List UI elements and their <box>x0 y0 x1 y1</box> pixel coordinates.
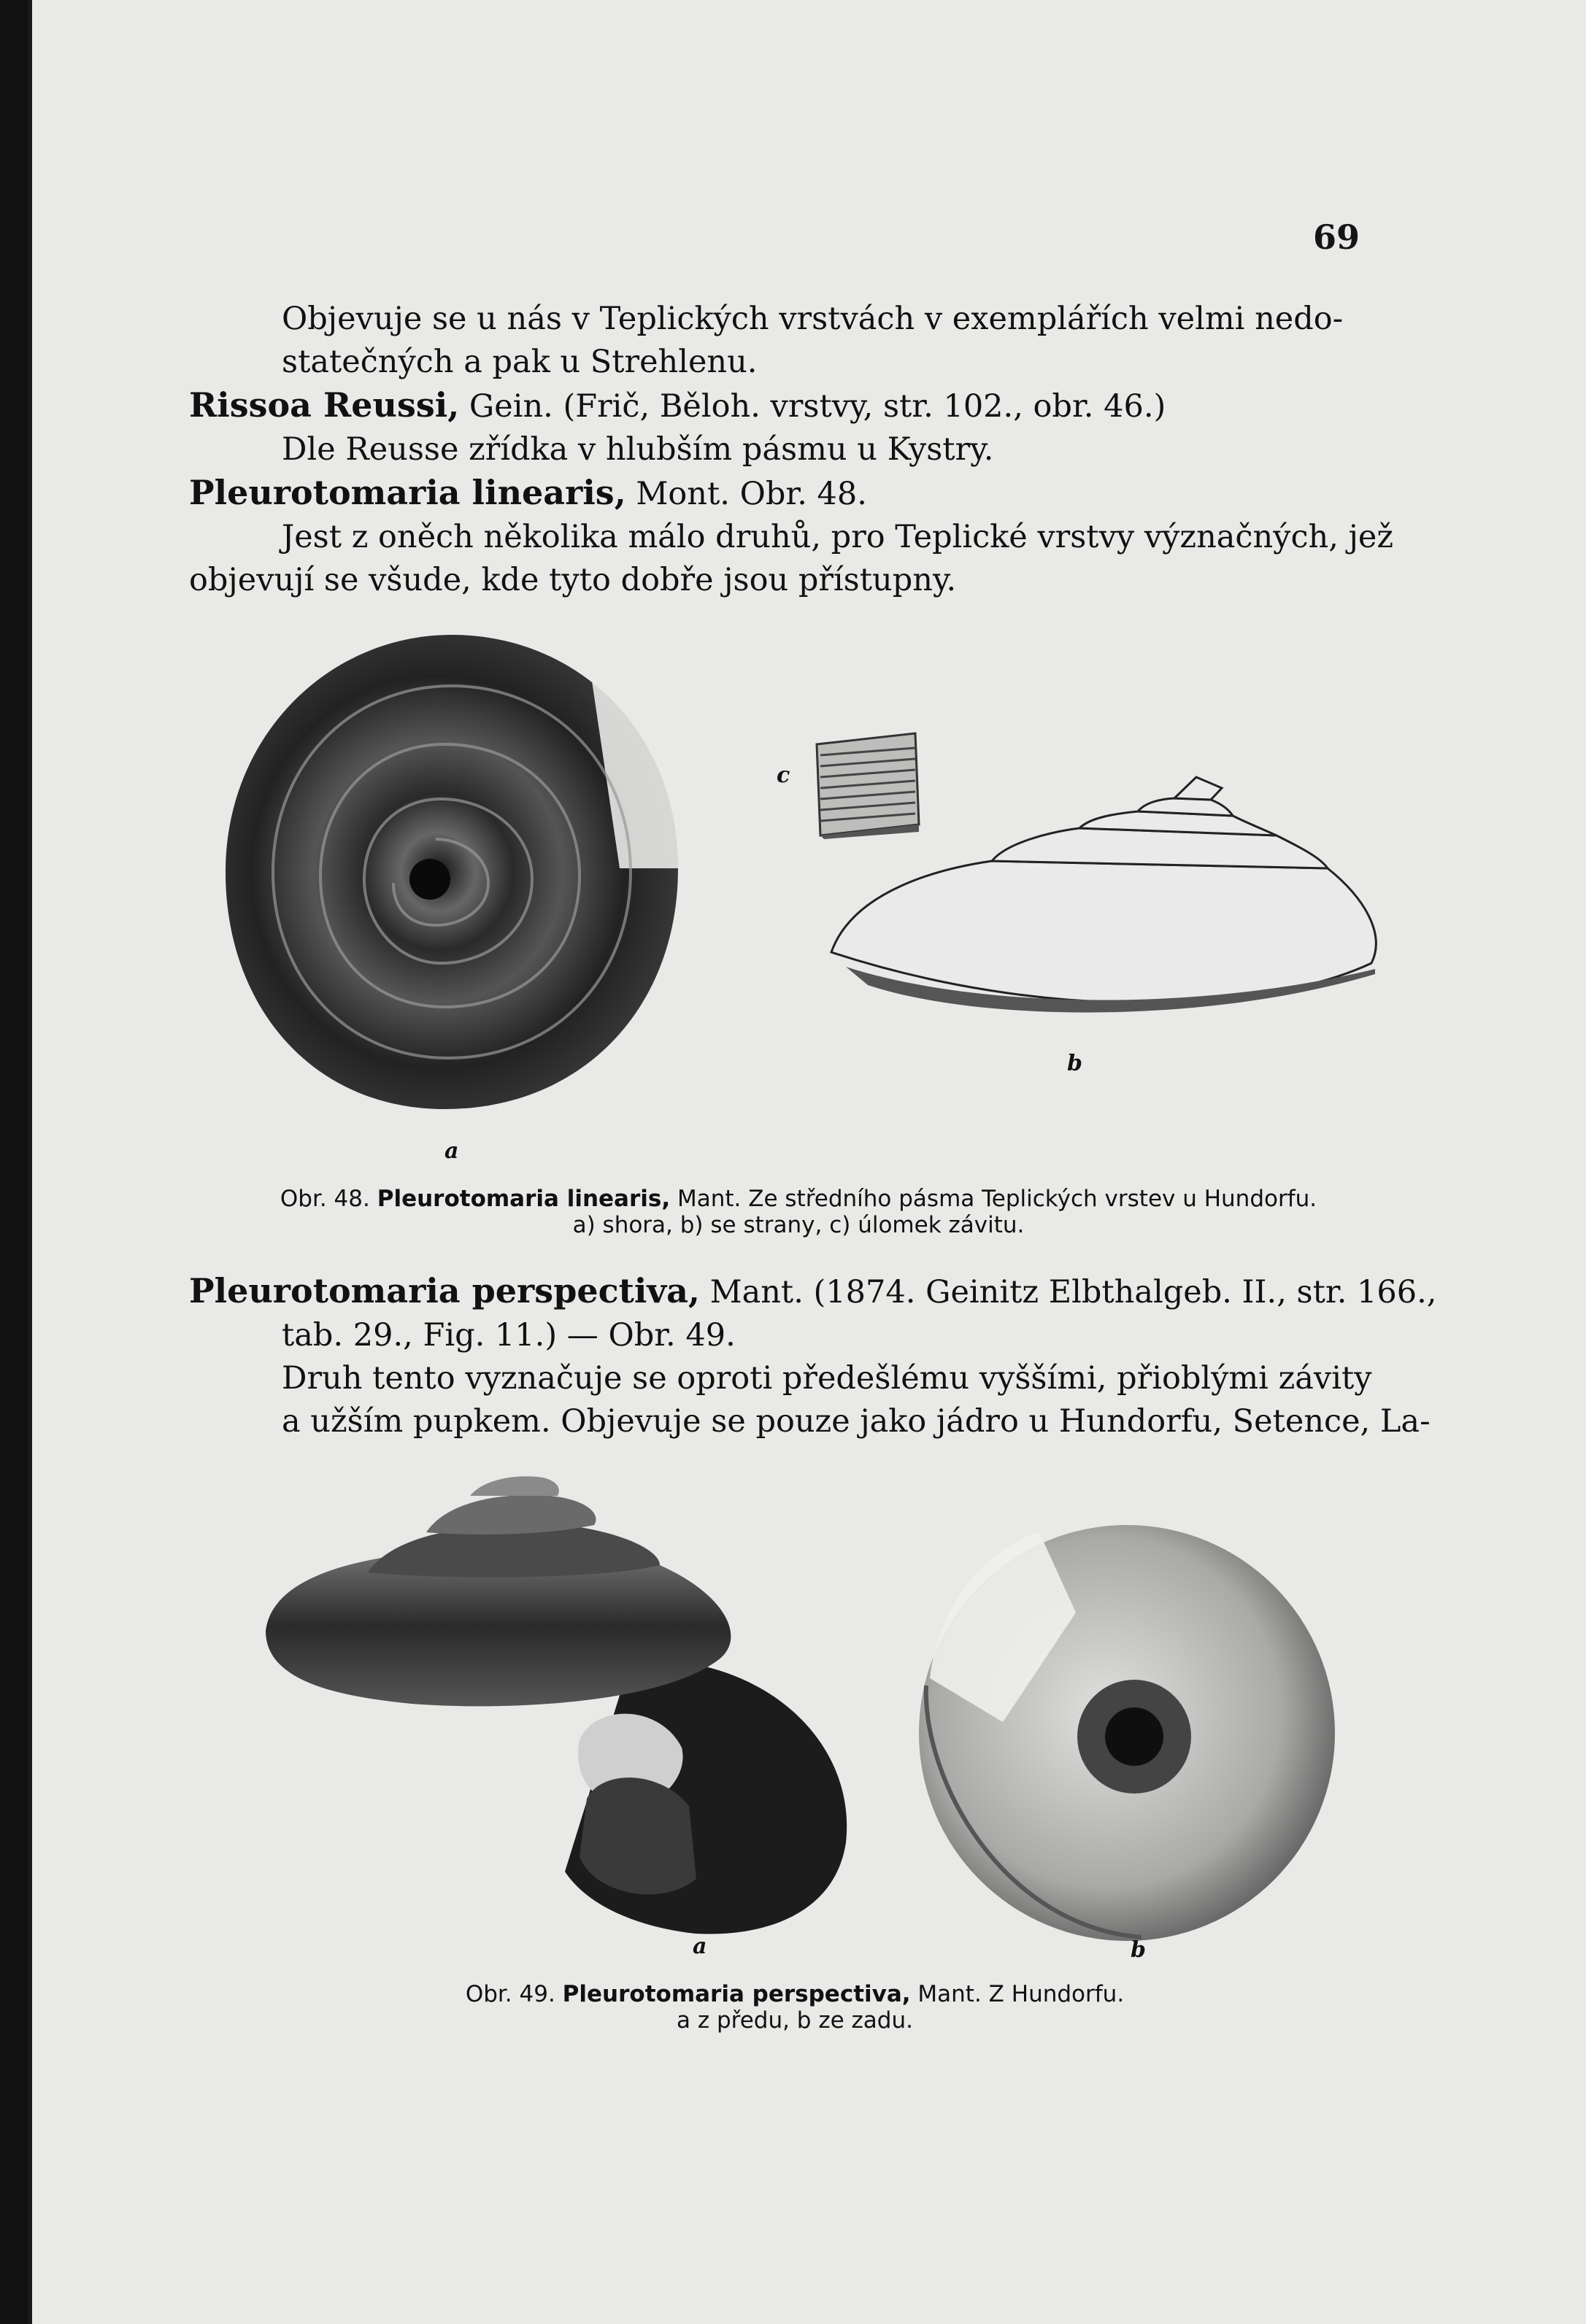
caption-line: a) shora, b) se strany, c) úlomek závitu. <box>572 1212 1025 1238</box>
caption-species: Pleurotomaria linearis, <box>377 1186 671 1212</box>
book-page <box>28 0 1586 2324</box>
figure-49-label-a: a <box>693 1934 707 1959</box>
text-line: tab. 29., Fig. 11.) — Obr. 49. <box>282 1317 736 1354</box>
species-name: Pleurotomaria perspectiva, <box>189 1271 700 1310</box>
caption-line: a z předu, b ze zadu. <box>676 2007 913 2034</box>
figure-48-shell-side-view <box>824 773 1386 1036</box>
page-number: 69 <box>1313 217 1360 257</box>
species-name: Pleurotomaria linearis, <box>189 473 626 512</box>
figure-49-caption <box>339 1981 1251 2034</box>
figure-49-label-b: b <box>1131 1937 1146 1963</box>
text-line: objevují se všude, kde tyto dobře jsou přístupny. <box>189 562 957 598</box>
text-block-top <box>189 298 1394 602</box>
figure-48-label-b: b <box>1067 1051 1082 1076</box>
text-block-bottom <box>189 1270 1437 1443</box>
text-line: Rissoa Reussi, Gein. (Frič, Běloh. vrstvy, str. 102., obr. 46.) <box>189 385 1166 425</box>
figure-49-shell-front-view <box>251 1463 871 1937</box>
species-name: Rissoa Reussi, <box>189 385 460 425</box>
text-line: Objevuje se u nás v Teplických vrstvách v exemplářích velmi nedo- <box>282 301 1344 337</box>
text-line: Druh tento vyznačuje se oproti předešlému vyššími, přioblými závity <box>282 1360 1372 1397</box>
caption-line: Obr. 49. Pleurotomaria perspectiva, Mant. Z Hundorfu. <box>465 1981 1125 2007</box>
figure-48-shell-top-view <box>211 628 693 1116</box>
text-line: statečných a pak u Strehlenu. <box>282 344 758 380</box>
figure-48-label-a: a <box>444 1138 459 1164</box>
text-line: Pleurotomaria linearis, Mont. Obr. 48. <box>189 473 867 512</box>
figure-49-shell-back-view <box>908 1518 1346 1956</box>
figure-48-label-c: c <box>777 763 790 788</box>
text-line: Pleurotomaria perspectiva, Mant. (1874. Geinitz Elbthalgeb. II., str. 166., <box>189 1271 1437 1310</box>
text-line: Jest z oněch několika málo druhů, pro Teplické vrstvy význačných, jež <box>282 519 1394 555</box>
text-line: Dle Reusse zřídka v hlubším pásmu u Kystry. <box>282 431 994 468</box>
caption-line: Obr. 48. Pleurotomaria linearis, Mant. Ze středního pásma Teplických vrstev u Hundorfu. <box>280 1186 1317 1212</box>
caption-species: Pleurotomaria perspectiva, <box>562 1981 911 2007</box>
figure-48-caption <box>218 1186 1379 1238</box>
text-line: a užším pupkem. Objevuje se pouze jako jádro u Hundorfu, Setence, La- <box>282 1403 1431 1440</box>
